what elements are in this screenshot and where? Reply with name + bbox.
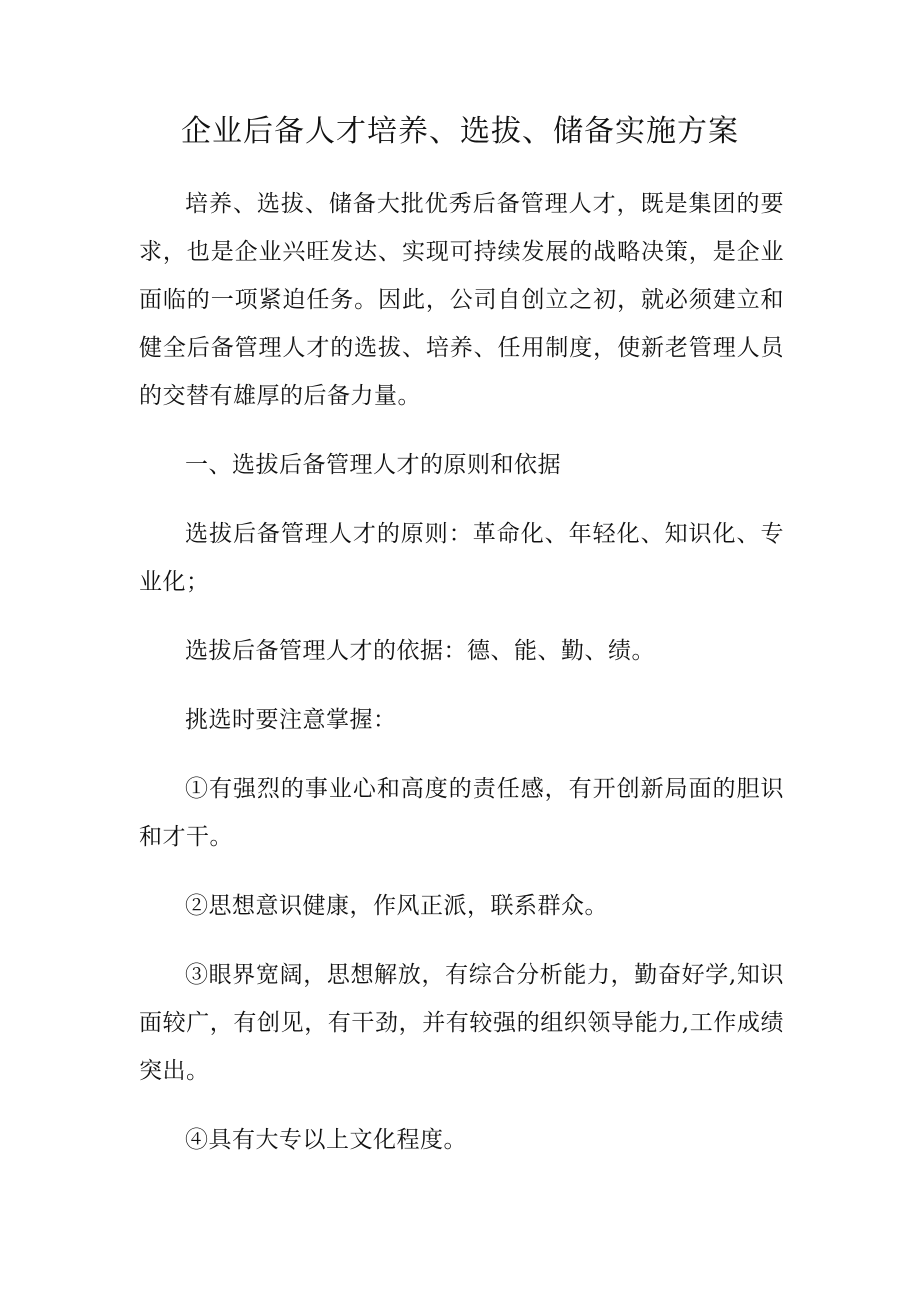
criterion-item-4: ④具有大专以上文化程度。 (185, 1127, 467, 1153)
intro-paragraph: 培养、选拔、储备大批优秀后备管理人才，既是集团的要求，也是企业兴旺发达、实现可持续发展的战略决策，是企业面临的一项紧迫任务。因此，公司自创立之初，就必须建立和健全后备管理人才的选拔、培养、任用制度，使新老管理人员的交替有雄厚的后备力量。 (139, 191, 784, 409)
basis-paragraph: 选拔后备管理人才的依据：德、能、勤、绩。 (185, 638, 655, 664)
document-title: 企业后备人才培养、选拔、储备实施方案 (181, 114, 739, 149)
criterion-item-2: ②思想意识健康，作风正派，联系群众。 (185, 893, 608, 919)
principle-paragraph: 选拔后备管理人才的原则：革命化、年轻化、知识化、专业化； (139, 521, 784, 595)
selection-note: 挑选时要注意掌握： (185, 707, 397, 733)
section-heading: 一、选拔后备管理人才的原则和依据 (185, 452, 561, 478)
criterion-item-1: ①有强烈的事业心和高度的责任感，有开创新局面的胆识和才干。 (139, 776, 784, 850)
document-body (139, 180, 784, 1185)
criterion-item-3: ③眼界宽阔，思想解放，有综合分析能力，勤奋好学,知识面较广，有创见，有干劲，并有较强的组织领导能力,工作成绩突出。 (139, 962, 784, 1084)
